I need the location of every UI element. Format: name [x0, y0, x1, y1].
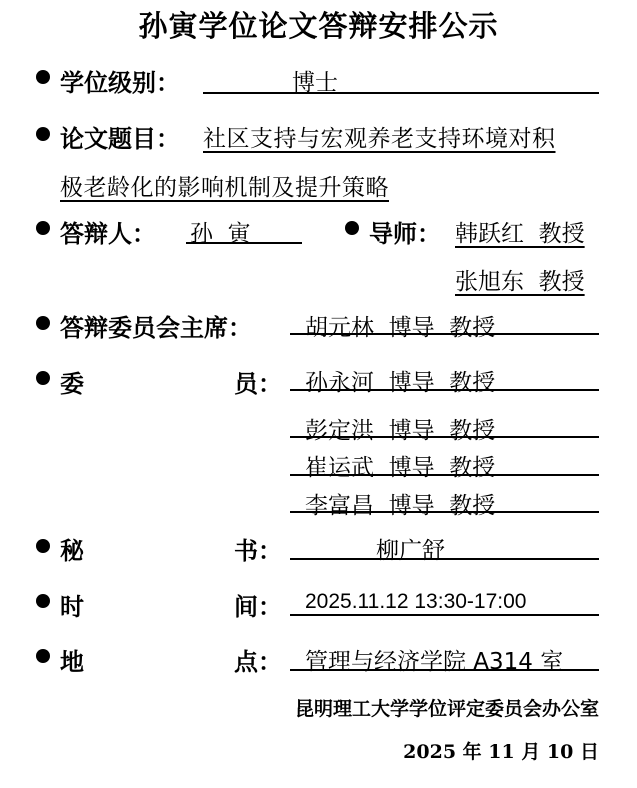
issue-date: 2025 年 11 月 10 日	[403, 741, 599, 763]
bullet-time	[36, 594, 50, 608]
member-name-2: 彭定洪 博导 教授	[305, 418, 496, 444]
secretary-value: 柳广舒	[376, 538, 445, 564]
secretary-label-char2: 书：	[234, 537, 282, 565]
location-value: 管理与经济学院 A314 室	[305, 649, 564, 675]
location-underline	[290, 669, 599, 671]
bullet-advisor	[345, 221, 359, 235]
location-label-char1: 地	[60, 648, 84, 676]
bullet-secretary	[36, 539, 50, 553]
member-name-1: 孙永河 博导 教授	[305, 370, 496, 396]
candidate-label: 答辩人：	[60, 220, 156, 248]
thesis-title-line2: 极老龄化的影响机制及提升策略	[60, 175, 389, 201]
thesis-title-line1: 社区支持与宏观养老支持环境对积	[203, 126, 556, 152]
candidate-value: 孙 寅	[190, 221, 251, 247]
location-label-char2: 点：	[234, 648, 282, 676]
time-value: 2025.11.12 13:30-17:00	[305, 590, 527, 613]
member-underline-4	[290, 511, 599, 513]
secretary-label-char1: 秘	[60, 537, 84, 565]
chair-underline	[290, 333, 599, 335]
members-label-char1: 委	[60, 370, 84, 398]
time-underline	[290, 614, 599, 616]
degree-underline	[203, 92, 599, 94]
bullet-degree	[36, 70, 50, 84]
time-label-char2: 间：	[234, 593, 282, 621]
bullet-members	[36, 371, 50, 385]
member-underline-2	[290, 436, 599, 438]
degree-label: 学位级别：	[60, 69, 180, 97]
secretary-underline	[290, 558, 599, 560]
candidate-underline	[186, 242, 302, 244]
degree-value: 博士	[292, 70, 338, 96]
thesis-label: 论文题目：	[60, 125, 180, 153]
member-name-4: 李富昌 博导 教授	[305, 493, 496, 519]
member-underline-1	[290, 389, 599, 391]
time-label-char1: 时	[60, 593, 84, 621]
member-name-3: 崔运武 博导 教授	[305, 455, 496, 481]
issuing-office: 昆明理工大学学位评定委员会办公室	[294, 698, 599, 720]
bullet-chair	[36, 316, 50, 330]
chair-label: 答辩委员会主席：	[60, 314, 252, 342]
bullet-candidate	[36, 221, 50, 235]
bullet-thesis	[36, 127, 50, 141]
member-underline-3	[290, 474, 599, 476]
chair-value: 胡元林 博导 教授	[305, 315, 496, 341]
advisor-name-1: 韩跃红 教授	[455, 221, 585, 247]
page-title: 孙寅学位论文答辩安排公示	[138, 9, 499, 43]
advisor-label: 导师：	[369, 220, 441, 248]
advisor-name-2: 张旭东 教授	[455, 269, 585, 295]
bullet-location	[36, 649, 50, 663]
members-label-char2: 员：	[234, 370, 282, 398]
